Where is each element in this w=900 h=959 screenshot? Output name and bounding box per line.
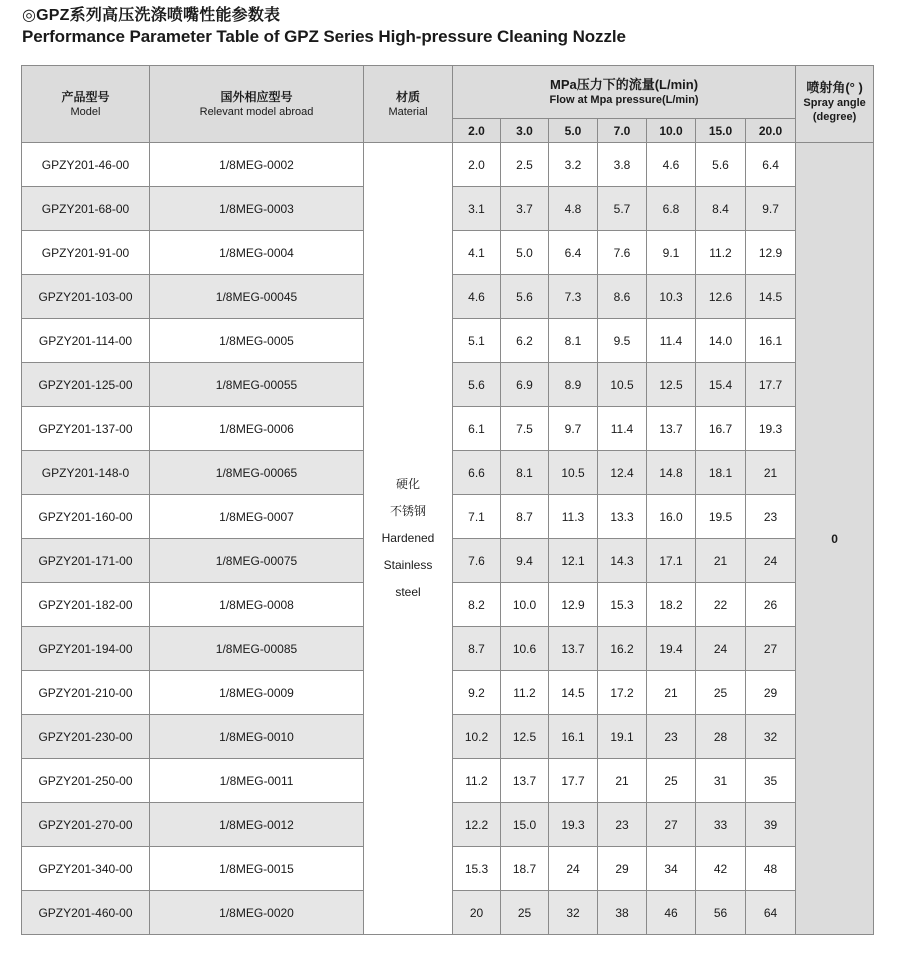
abroad-model-cell: 1/8MEG-00065 xyxy=(150,451,364,495)
flow-cell: 12.2 xyxy=(453,803,501,847)
flow-cell: 17.1 xyxy=(647,539,696,583)
flow-cell: 8.9 xyxy=(549,363,598,407)
model-cell: GPZY201-148-0 xyxy=(22,451,150,495)
flow-cell: 11.2 xyxy=(696,231,746,275)
flow-cell: 6.6 xyxy=(453,451,501,495)
header-abroad-en: Relevant model abroad xyxy=(199,105,314,118)
title-chinese: ◎GPZ系列高压洗涤喷嘴性能参数表 xyxy=(22,7,281,24)
flow-cell: 38 xyxy=(598,891,647,935)
flow-cell: 21 xyxy=(598,759,647,803)
model-cell: GPZY201-460-00 xyxy=(22,891,150,935)
flow-cell: 48 xyxy=(746,847,796,891)
flow-cell: 34 xyxy=(647,847,696,891)
flow-cell: 8.4 xyxy=(696,187,746,231)
flow-cell: 19.1 xyxy=(598,715,647,759)
flow-cell: 25 xyxy=(696,671,746,715)
flow-cell: 19.5 xyxy=(696,495,746,539)
flow-cell: 5.6 xyxy=(453,363,501,407)
flow-cell: 3.1 xyxy=(453,187,501,231)
flow-cell: 32 xyxy=(549,891,598,935)
flow-cell: 10.5 xyxy=(598,363,647,407)
flow-cell: 5.7 xyxy=(598,187,647,231)
flow-cell: 24 xyxy=(746,539,796,583)
flow-cell: 6.1 xyxy=(453,407,501,451)
abroad-model-cell: 1/8MEG-0007 xyxy=(150,495,364,539)
flow-cell: 17.7 xyxy=(746,363,796,407)
flow-cell: 18.7 xyxy=(501,847,549,891)
flow-cell: 12.4 xyxy=(598,451,647,495)
flow-cell: 10.6 xyxy=(501,627,549,671)
flow-cell: 8.1 xyxy=(501,451,549,495)
flow-cell: 21 xyxy=(746,451,796,495)
flow-cell: 21 xyxy=(696,539,746,583)
header-abroad xyxy=(150,66,364,143)
abroad-model-cell: 1/8MEG-0005 xyxy=(150,319,364,363)
flow-cell: 11.4 xyxy=(647,319,696,363)
abroad-model-cell: 1/8MEG-0003 xyxy=(150,187,364,231)
flow-cell: 10.5 xyxy=(549,451,598,495)
flow-cell: 7.6 xyxy=(453,539,501,583)
flow-cell: 17.2 xyxy=(598,671,647,715)
flow-cell: 3.8 xyxy=(598,143,647,187)
flow-cell: 2.5 xyxy=(501,143,549,187)
model-cell: GPZY201-137-00 xyxy=(22,407,150,451)
title-english: Performance Parameter Table of GPZ Series High-pressure Cleaning Nozzle xyxy=(22,27,626,46)
flow-cell: 35 xyxy=(746,759,796,803)
flow-cell: 25 xyxy=(501,891,549,935)
header-angle-cn: 喷射角(° ) xyxy=(806,80,863,95)
flow-cell: 33 xyxy=(696,803,746,847)
model-cell: GPZY201-340-00 xyxy=(22,847,150,891)
abroad-model-cell: 1/8MEG-0004 xyxy=(150,231,364,275)
pressure-header: 7.0 xyxy=(598,119,647,143)
flow-cell: 42 xyxy=(696,847,746,891)
flow-cell: 9.7 xyxy=(746,187,796,231)
model-cell: GPZY201-230-00 xyxy=(22,715,150,759)
flow-cell: 6.9 xyxy=(501,363,549,407)
flow-cell: 18.1 xyxy=(696,451,746,495)
flow-cell: 7.3 xyxy=(549,275,598,319)
material-line: steel xyxy=(395,585,421,599)
model-cell: GPZY201-125-00 xyxy=(22,363,150,407)
header-flow-en: Flow at Mpa pressure(L/min) xyxy=(549,94,699,106)
title-block xyxy=(22,6,626,48)
flow-cell: 39 xyxy=(746,803,796,847)
flow-cell: 56 xyxy=(696,891,746,935)
flow-cell: 17.7 xyxy=(549,759,598,803)
flow-cell: 32 xyxy=(746,715,796,759)
abroad-model-cell: 1/8MEG-0015 xyxy=(150,847,364,891)
flow-cell: 26 xyxy=(746,583,796,627)
model-cell: GPZY201-68-00 xyxy=(22,187,150,231)
flow-cell: 14.0 xyxy=(696,319,746,363)
model-cell: GPZY201-114-00 xyxy=(22,319,150,363)
table-body xyxy=(22,143,874,935)
flow-cell: 16.2 xyxy=(598,627,647,671)
pressure-header: 2.0 xyxy=(453,119,501,143)
flow-cell: 15.0 xyxy=(501,803,549,847)
flow-cell: 27 xyxy=(746,627,796,671)
abroad-model-cell: 1/8MEG-0020 xyxy=(150,891,364,935)
flow-cell: 24 xyxy=(549,847,598,891)
abroad-model-cell: 1/8MEG-0009 xyxy=(150,671,364,715)
header-abroad-cn: 国外相应型号 xyxy=(220,89,293,104)
flow-cell: 2.0 xyxy=(453,143,501,187)
spray-angle-cell: 0 xyxy=(796,143,874,935)
flow-cell: 64 xyxy=(746,891,796,935)
flow-cell: 7.6 xyxy=(598,231,647,275)
header-angle-en: Spray angle xyxy=(803,97,866,109)
flow-cell: 19.4 xyxy=(647,627,696,671)
flow-cell: 12.5 xyxy=(647,363,696,407)
flow-cell: 14.5 xyxy=(549,671,598,715)
abroad-model-cell: 1/8MEG-0011 xyxy=(150,759,364,803)
pressure-header: 15.0 xyxy=(696,119,746,143)
flow-cell: 9.7 xyxy=(549,407,598,451)
flow-cell: 19.3 xyxy=(746,407,796,451)
material-line: Hardened xyxy=(381,531,435,545)
flow-cell: 13.3 xyxy=(598,495,647,539)
header-model-en: Model xyxy=(70,105,101,118)
flow-cell: 13.7 xyxy=(501,759,549,803)
flow-cell: 16.1 xyxy=(549,715,598,759)
flow-cell: 12.5 xyxy=(501,715,549,759)
header-model xyxy=(22,66,150,143)
flow-cell: 5.0 xyxy=(501,231,549,275)
model-cell: GPZY201-270-00 xyxy=(22,803,150,847)
flow-cell: 21 xyxy=(647,671,696,715)
flow-cell: 8.6 xyxy=(598,275,647,319)
pressure-header: 10.0 xyxy=(647,119,696,143)
flow-cell: 11.2 xyxy=(501,671,549,715)
flow-cell: 25 xyxy=(647,759,696,803)
flow-cell: 14.8 xyxy=(647,451,696,495)
abroad-model-cell: 1/8MEG-0002 xyxy=(150,143,364,187)
abroad-model-cell: 1/8MEG-00055 xyxy=(150,363,364,407)
flow-cell: 46 xyxy=(647,891,696,935)
flow-cell: 4.1 xyxy=(453,231,501,275)
model-cell: GPZY201-210-00 xyxy=(22,671,150,715)
flow-cell: 11.4 xyxy=(598,407,647,451)
material-line: 不锈钢 xyxy=(389,504,426,518)
flow-cell: 13.7 xyxy=(647,407,696,451)
flow-cell: 16.0 xyxy=(647,495,696,539)
flow-cell: 9.5 xyxy=(598,319,647,363)
pressure-header: 20.0 xyxy=(746,119,796,143)
header-material xyxy=(364,66,453,143)
model-cell: GPZY201-171-00 xyxy=(22,539,150,583)
flow-cell: 12.9 xyxy=(549,583,598,627)
header-flow xyxy=(453,66,796,119)
flow-cell: 6.2 xyxy=(501,319,549,363)
flow-cell: 10.0 xyxy=(501,583,549,627)
flow-cell: 18.2 xyxy=(647,583,696,627)
flow-cell: 9.2 xyxy=(453,671,501,715)
header-angle-unit: (degree) xyxy=(812,111,857,123)
flow-cell: 5.1 xyxy=(453,319,501,363)
flow-cell: 10.3 xyxy=(647,275,696,319)
flow-cell: 20 xyxy=(453,891,501,935)
flow-cell: 6.4 xyxy=(746,143,796,187)
model-cell: GPZY201-91-00 xyxy=(22,231,150,275)
model-cell: GPZY201-46-00 xyxy=(22,143,150,187)
flow-cell: 14.5 xyxy=(746,275,796,319)
model-cell: GPZY201-250-00 xyxy=(22,759,150,803)
flow-cell: 15.3 xyxy=(453,847,501,891)
flow-cell: 31 xyxy=(696,759,746,803)
flow-cell: 3.7 xyxy=(501,187,549,231)
flow-cell: 5.6 xyxy=(696,143,746,187)
flow-cell: 29 xyxy=(598,847,647,891)
flow-cell: 12.9 xyxy=(746,231,796,275)
flow-cell: 29 xyxy=(746,671,796,715)
abroad-model-cell: 1/8MEG-00075 xyxy=(150,539,364,583)
abroad-model-cell: 1/8MEG-0012 xyxy=(150,803,364,847)
header-material-en: Material xyxy=(388,105,428,118)
abroad-model-cell: 1/8MEG-0006 xyxy=(150,407,364,451)
flow-cell: 5.6 xyxy=(501,275,549,319)
flow-cell: 6.8 xyxy=(647,187,696,231)
flow-cell: 23 xyxy=(746,495,796,539)
abroad-model-cell: 1/8MEG-00085 xyxy=(150,627,364,671)
model-cell: GPZY201-194-00 xyxy=(22,627,150,671)
header-angle xyxy=(796,66,874,143)
performance-table xyxy=(21,65,874,935)
flow-cell: 7.5 xyxy=(501,407,549,451)
flow-cell: 28 xyxy=(696,715,746,759)
model-cell: GPZY201-160-00 xyxy=(22,495,150,539)
flow-cell: 8.7 xyxy=(453,627,501,671)
flow-cell: 3.2 xyxy=(549,143,598,187)
header-model-cn: 产品型号 xyxy=(61,89,110,104)
header-row-main xyxy=(22,66,874,119)
flow-cell: 11.2 xyxy=(453,759,501,803)
flow-cell: 16.1 xyxy=(746,319,796,363)
flow-cell: 4.8 xyxy=(549,187,598,231)
flow-cell: 14.3 xyxy=(598,539,647,583)
material-line: Stainless xyxy=(383,558,433,572)
abroad-model-cell: 1/8MEG-0008 xyxy=(150,583,364,627)
pressure-header: 5.0 xyxy=(549,119,598,143)
flow-cell: 8.2 xyxy=(453,583,501,627)
flow-cell: 23 xyxy=(598,803,647,847)
flow-cell: 19.3 xyxy=(549,803,598,847)
flow-cell: 4.6 xyxy=(453,275,501,319)
flow-cell: 9.4 xyxy=(501,539,549,583)
flow-cell: 27 xyxy=(647,803,696,847)
flow-cell: 22 xyxy=(696,583,746,627)
flow-cell: 15.4 xyxy=(696,363,746,407)
flow-cell: 12.1 xyxy=(549,539,598,583)
material-line: 硬化 xyxy=(395,477,420,491)
material-cell xyxy=(364,143,453,935)
flow-cell: 10.2 xyxy=(453,715,501,759)
flow-cell: 13.7 xyxy=(549,627,598,671)
model-cell: GPZY201-182-00 xyxy=(22,583,150,627)
abroad-model-cell: 1/8MEG-0010 xyxy=(150,715,364,759)
flow-cell: 7.1 xyxy=(453,495,501,539)
flow-cell: 9.1 xyxy=(647,231,696,275)
flow-cell: 23 xyxy=(647,715,696,759)
flow-cell: 12.6 xyxy=(696,275,746,319)
flow-cell: 11.3 xyxy=(549,495,598,539)
flow-cell: 15.3 xyxy=(598,583,647,627)
header-flow-cn: MPa压力下的流量(L/min) xyxy=(550,77,699,92)
flow-cell: 24 xyxy=(696,627,746,671)
model-cell: GPZY201-103-00 xyxy=(22,275,150,319)
flow-cell: 8.7 xyxy=(501,495,549,539)
abroad-model-cell: 1/8MEG-00045 xyxy=(150,275,364,319)
flow-cell: 4.6 xyxy=(647,143,696,187)
table-row xyxy=(22,143,874,187)
flow-cell: 6.4 xyxy=(549,231,598,275)
pressure-header: 3.0 xyxy=(501,119,549,143)
flow-cell: 8.1 xyxy=(549,319,598,363)
header-material-cn: 材质 xyxy=(395,89,420,104)
flow-cell: 16.7 xyxy=(696,407,746,451)
